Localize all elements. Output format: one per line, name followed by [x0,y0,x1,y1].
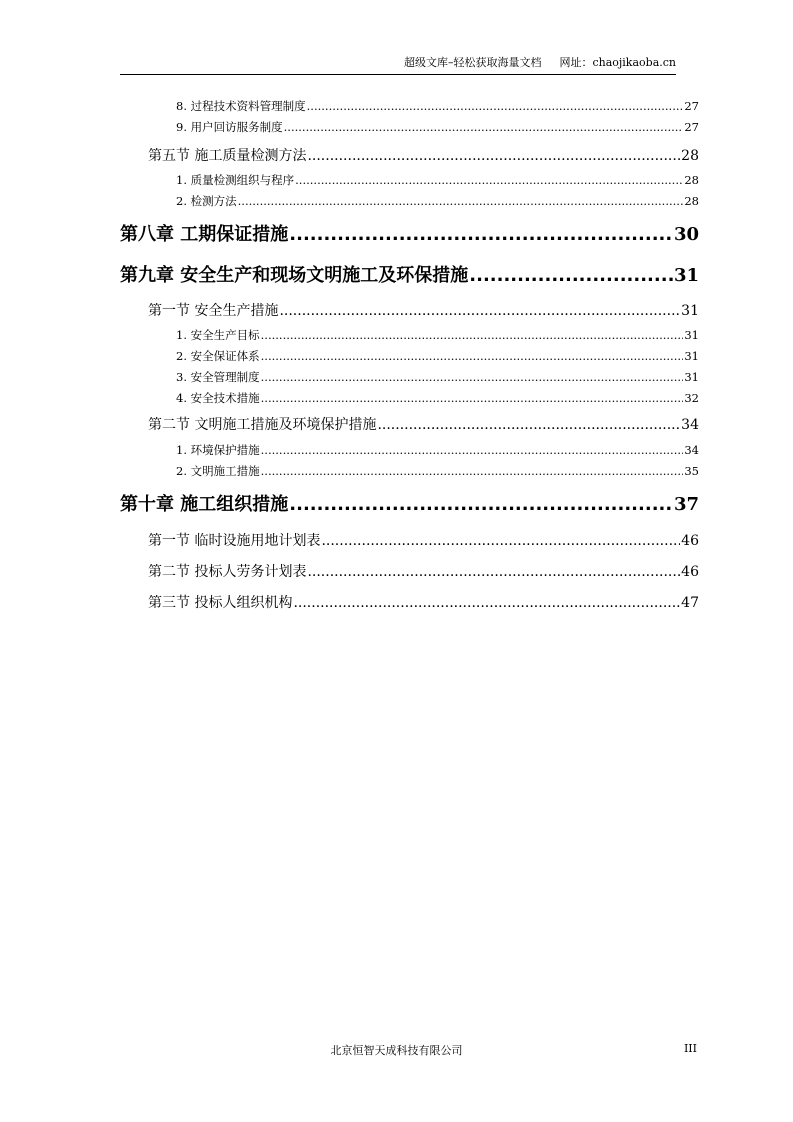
toc-entry-label: 2. 文明施工措施 [176,464,260,478]
toc-entry-page: 34 [684,443,699,457]
toc-leader-dots [307,99,684,113]
toc-entry[interactable] [176,98,699,114]
toc-leader-dots [289,224,673,245]
toc-entry[interactable] [148,414,699,433]
toc-leader-dots [261,328,684,342]
toc-entry-label: 1. 安全生产目标 [176,328,260,342]
toc-entry-label: 第一节 安全生产措施 [148,303,279,319]
toc-entry-page: 31 [684,328,699,342]
toc-entry-page: 46 [681,564,699,580]
toc-entry-page: 27 [684,99,699,113]
toc-entry-label: 第九章 安全生产和现场文明施工及环保措施 [120,265,469,286]
toc-entry-page: 32 [684,391,699,405]
toc-entry[interactable] [148,145,699,164]
toc-entry-page: 47 [681,595,699,611]
toc-entry[interactable] [176,390,699,406]
footer-company-name: 北京恒智天成科技有限公司 [330,1044,463,1057]
toc-leader-dots [261,370,684,384]
toc-leader-dots [261,443,684,457]
toc-entry-page: 31 [673,265,699,286]
toc-leader-dots [295,173,683,187]
toc-entry-page: 31 [681,303,699,319]
toc-entry[interactable] [176,119,699,135]
toc-entry-label: 第一节 临时设施用地计划表 [148,533,321,549]
toc-entry-label: 3. 安全管理制度 [176,370,260,384]
toc-entry-label: 第二节 文明施工措施及环境保护措施 [148,417,377,433]
toc-entry-page: 34 [681,417,699,433]
toc-entry[interactable] [176,193,699,209]
toc-entry-label: 第十章 施工组织措施 [120,494,289,515]
toc-entry[interactable] [176,463,699,479]
toc-entry-page: 46 [681,533,699,549]
toc-entry[interactable] [176,442,699,458]
toc-entry-page: 35 [684,464,699,478]
toc-entry-label: 2. 安全保证体系 [176,349,260,363]
toc-entry[interactable] [176,172,699,188]
toc-entry-label: 第二节 投标人劳务计划表 [148,564,307,580]
toc-leader-dots [289,494,673,515]
toc-leader-dots [307,564,680,580]
header-site-name: 超级文库–轻松获取海量文档 [403,56,542,69]
toc-entry[interactable] [176,348,699,364]
toc-leader-dots [307,148,680,164]
toc-entry-page: 31 [684,370,699,384]
toc-entry-label: 9. 用户回访服务制度 [176,120,283,134]
toc-leader-dots [469,265,673,286]
toc-entry-label: 4. 安全技术措施 [176,391,260,405]
toc-entry-page: 37 [673,494,699,515]
toc-entry[interactable] [120,261,699,285]
toc-entry-label: 2. 检测方法 [176,194,237,208]
toc-leader-dots [261,349,684,363]
toc-entry[interactable] [148,530,699,549]
toc-entry-page: 28 [684,194,699,208]
toc-entry-label: 1. 环境保护措施 [176,443,260,457]
toc-entry[interactable] [176,369,699,385]
header-url: 网址：chaojikaoba.cn [559,56,676,69]
toc-entry-page: 28 [681,148,699,164]
toc-entry[interactable] [148,300,699,319]
toc-entry-label: 第三节 投标人组织机构 [148,595,293,611]
toc-entry-page: 31 [684,349,699,363]
toc-entry-page: 27 [684,120,699,134]
page-footer [0,1042,793,1058]
toc-entry[interactable] [148,592,699,611]
toc-entry-page: 30 [673,224,699,245]
toc-entry-page: 28 [684,173,699,187]
toc-leader-dots [238,194,684,208]
page-header [120,56,676,75]
toc-entry-label: 1. 质量检测组织与程序 [176,173,295,187]
toc-entry-label: 第五节 施工质量检测方法 [148,148,307,164]
toc-leader-dots [261,464,684,478]
toc-leader-dots [321,533,680,549]
toc-entry[interactable] [120,490,699,514]
toc-entry[interactable] [120,220,699,244]
footer-page-number: III [683,1042,697,1055]
toc-leader-dots [284,120,684,134]
toc-entry-label: 第八章 工期保证措施 [120,224,289,245]
toc-entry-label: 8. 过程技术资料管理制度 [176,99,306,113]
toc-leader-dots [377,417,680,433]
toc-leader-dots [261,391,684,405]
toc-leader-dots [293,595,680,611]
toc-entry[interactable] [176,327,699,343]
toc-entry[interactable] [148,561,699,580]
toc-leader-dots [279,303,680,319]
